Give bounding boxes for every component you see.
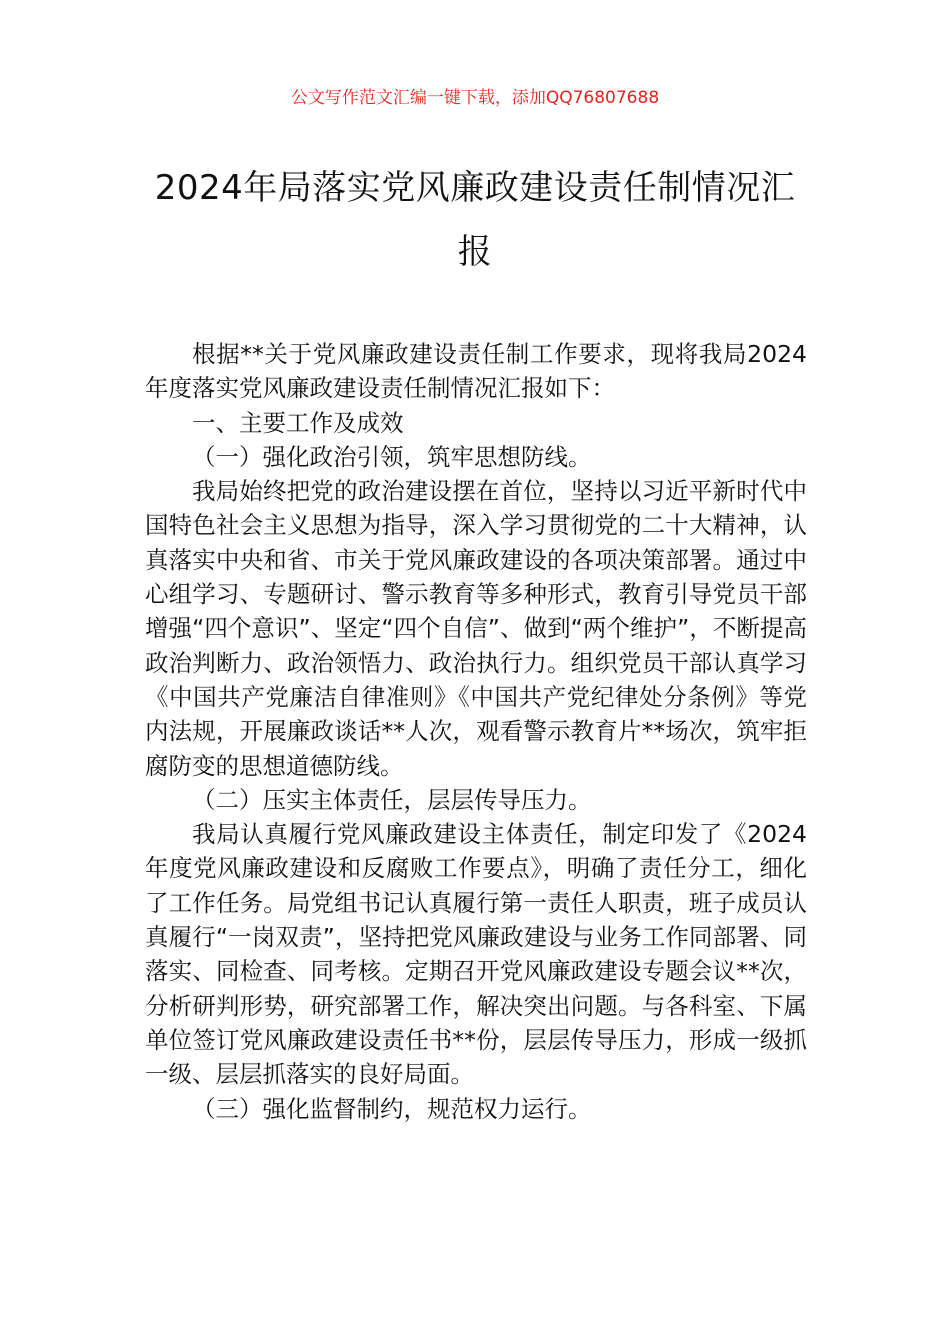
intro-paragraph: 根据**关于党风廉政建设责任制工作要求，现将我局2024年度落实党风廉政建设责任制情况汇报如下： (145, 340, 807, 403)
subsection-heading-3: （三）强化监督制约，规范权力运行。 (192, 1094, 592, 1123)
header-download-note: 公文写作范文汇编一键下载，添加QQ76807688 (290, 88, 660, 108)
document-title: 2024年局落实党风廉政建设责任制情况汇报 (154, 168, 796, 272)
subsection-heading-1: （一）强化政治引领，筑牢思想防线。 (192, 442, 592, 471)
subsection-heading-2: （二）压实主体责任，层层传导压力。 (192, 785, 592, 814)
body-paragraph-2: 我局认真履行党风廉政建设主体责任，制定印发了《2024年度党风廉政建设和反腐败工作要点》，明确了责任分工，细化了工作任务。局党组书记认真履行第一责任人职责，班子成员认真履行“一岗双责”，坚持把党风廉政建设与业务工作同部署、同落实、同检查、同考核。定期召开党风廉政建设专题会议**次，分析研判形势，研究部署工作，解决突出问题。与各科室、下属单位签订党风廉政建设责任书**份，层层传导压力，形成一级抓一级、层层抓落实的良好局面。 (145, 820, 807, 1089)
document-body (145, 337, 807, 1126)
body-paragraph-1: 我局始终把党的政治建设摆在首位，坚持以习近平新时代中国特色社会主义思想为指导，深入学习贯彻党的二十大精神，认真落实中央和省、市关于党风廉政建设的各项决策部署。通过中心组学习、专题研讨、警示教育等多种形式，教育引导党员干部增强“四个意识”、坚定“四个自信”、做到“两个维护”，不断提高政治判断力、政治领悟力、政治执行力。组织党员干部认真学习《中国共产党廉洁自律准则》《中国共产党纪律处分条例》等党内法规，开展廉政谈话**人次，观看警示教育片**场次，筑牢拒腐防变的思想道德防线。 (145, 477, 807, 780)
section-heading-main-work: 一、主要工作及成效 (192, 408, 404, 437)
